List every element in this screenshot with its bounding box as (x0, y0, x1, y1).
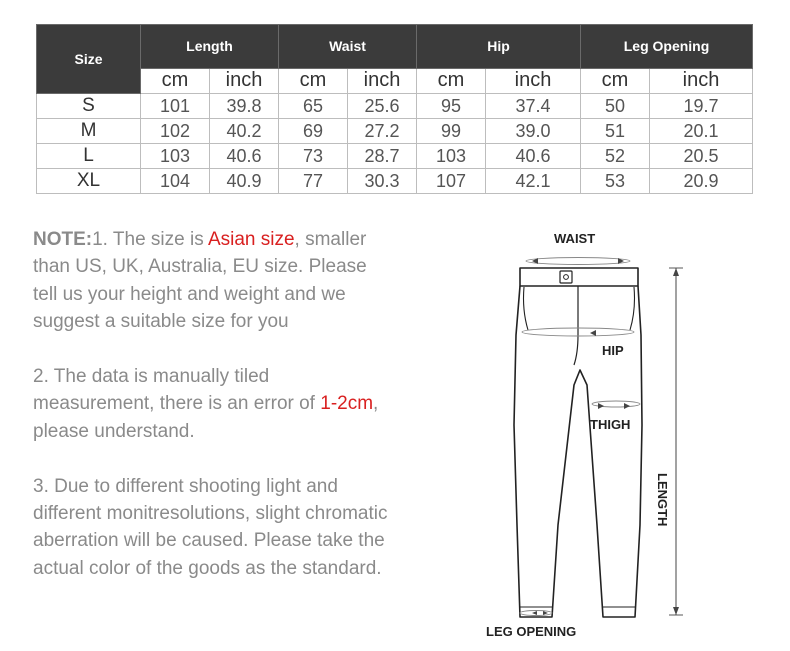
unit-inch: inch (348, 68, 417, 93)
table-cell: 52 (581, 144, 650, 169)
waist-header: Waist (279, 25, 417, 69)
table-cell: 103 (141, 144, 210, 169)
table-cell: 107 (417, 169, 486, 194)
table-cell: 40.9 (210, 169, 279, 194)
note-text: , please understand. (33, 393, 379, 442)
unit-inch: inch (486, 68, 581, 93)
size-header: Size (37, 25, 141, 94)
table-cell: 103 (417, 144, 486, 169)
note-lead: NOTE: (33, 229, 93, 250)
unit-cm: cm (279, 68, 348, 93)
note-paragraph-3: 3. Due to different shooting light and different monitresolutions, slight chromatic aberration will be caused. Please take the actual color of the goods as the standard. (33, 475, 388, 579)
table-cell: 42.1 (486, 169, 581, 194)
leg-opening-header: Leg Opening (581, 25, 753, 69)
hip-header: Hip (417, 25, 581, 69)
unit-cm: cm (417, 68, 486, 93)
thigh-label: THIGH (590, 417, 631, 432)
table-row (37, 169, 753, 194)
leg-opening-label: LEG OPENING (486, 624, 577, 639)
size-cell: L (37, 144, 141, 169)
table-cell: 102 (141, 119, 210, 144)
table-cell: 77 (279, 169, 348, 194)
table-cell: 69 (279, 119, 348, 144)
size-chart-table (36, 24, 753, 194)
table-cell: 39.8 (210, 94, 279, 119)
table-row (37, 144, 753, 169)
unit-cm: cm (141, 68, 210, 93)
table-cell: 40.2 (210, 119, 279, 144)
length-label: LENGTH (655, 473, 670, 527)
size-cell: M (37, 119, 141, 144)
note-text: , smaller than US, UK, Australia, EU size. Please tell us your height and weight and we suggest a suitable size for you (33, 229, 367, 333)
size-cell: XL (37, 169, 141, 194)
table-cell: 20.5 (650, 144, 753, 169)
note-highlight: Asian size (207, 229, 295, 250)
table-cell: 20.9 (650, 169, 753, 194)
pants-illustration (470, 225, 720, 645)
table-cell: 39.0 (486, 119, 581, 144)
table-cell: 101 (141, 94, 210, 119)
table-cell: 25.6 (348, 94, 417, 119)
unit-inch: inch (210, 68, 279, 93)
pants-measurement-diagram (470, 225, 720, 645)
table-cell: 73 (279, 144, 348, 169)
table-row (37, 119, 753, 144)
table-cell: 37.4 (486, 94, 581, 119)
table-cell: 40.6 (486, 144, 581, 169)
table-cell: 95 (417, 94, 486, 119)
note-text: 2. The data is manually tiled measurement, there is an error of (33, 366, 321, 415)
note-paragraph-1 (33, 226, 393, 336)
table-cell: 51 (581, 119, 650, 144)
table-cell: 99 (417, 119, 486, 144)
table-cell: 40.6 (210, 144, 279, 169)
table-cell: 28.7 (348, 144, 417, 169)
table-cell: 19.7 (650, 94, 753, 119)
unit-cm: cm (581, 68, 650, 93)
size-note (33, 226, 393, 610)
hip-label: HIP (602, 343, 624, 358)
table-cell: 53 (581, 169, 650, 194)
table-cell: 27.2 (348, 119, 417, 144)
note-paragraph-2 (33, 363, 393, 445)
table-cell: 50 (581, 94, 650, 119)
table-row (37, 94, 753, 119)
table-cell: 20.1 (650, 119, 753, 144)
note-text: 1. The size is (92, 229, 208, 250)
table-cell: 104 (141, 169, 210, 194)
size-cell: S (37, 94, 141, 119)
waist-label: WAIST (554, 231, 596, 246)
table-cell: 30.3 (348, 169, 417, 194)
table-cell: 65 (279, 94, 348, 119)
length-header: Length (141, 25, 279, 69)
unit-inch: inch (650, 68, 753, 93)
note-highlight: 1-2cm (320, 393, 374, 415)
